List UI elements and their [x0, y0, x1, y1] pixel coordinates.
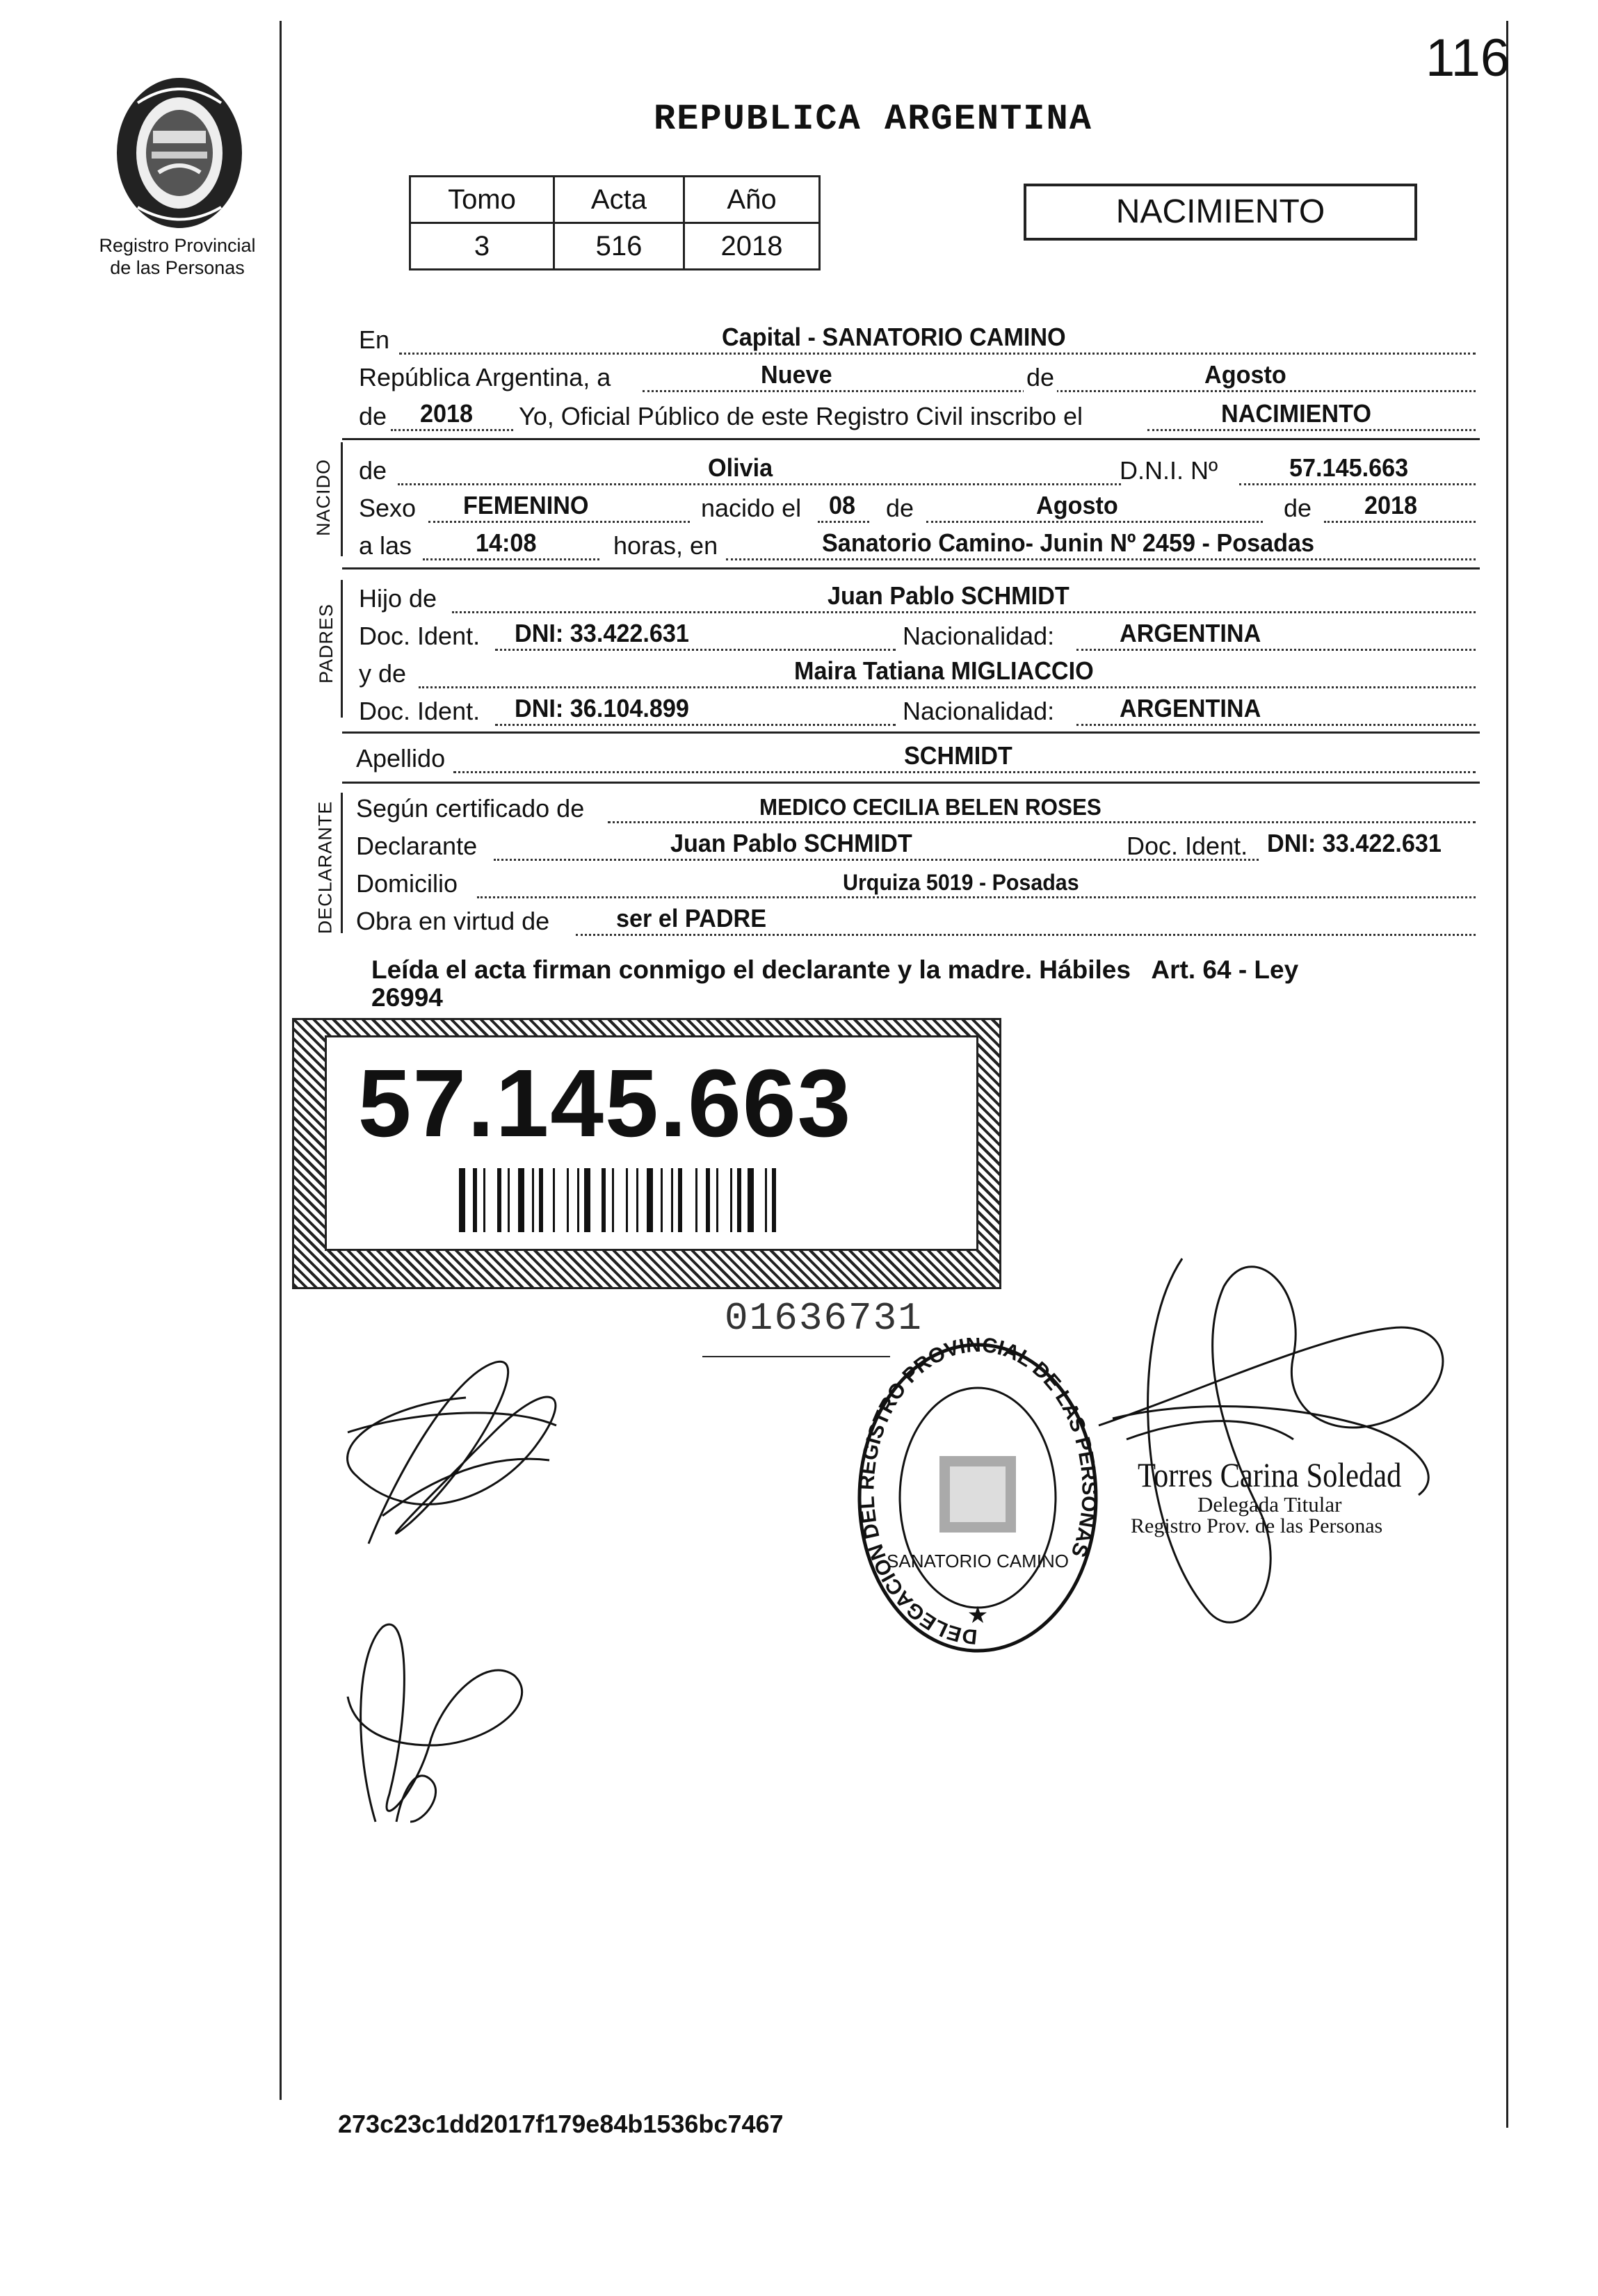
label-domicilio: Domicilio	[356, 869, 458, 898]
label-nacido-el: nacido el	[701, 494, 802, 522]
barcode-bar	[678, 1168, 682, 1232]
barcode-bar	[532, 1168, 534, 1232]
row-obra	[356, 901, 1476, 940]
value-nac-mes: Agosto	[1036, 491, 1118, 519]
barcode-bar	[748, 1168, 754, 1232]
value-domicilio: Urquiza 5019 - Posadas	[843, 870, 1079, 895]
barcode-bar	[497, 1168, 501, 1232]
side-label-nacido: NACIDO	[313, 458, 334, 537]
row-nombre	[356, 451, 1476, 490]
label-yo: Yo, Oficial Público de este Registro Civil inscribo el	[519, 402, 1083, 430]
row-lugar	[356, 320, 1476, 359]
declarante-bracket	[341, 793, 343, 933]
label-apellido: Apellido	[356, 744, 446, 773]
logo-caption-2: de las Personas	[110, 257, 245, 278]
value-inscribo: NACIMIENTO	[1221, 399, 1371, 428]
padres-bracket	[341, 580, 343, 718]
officer-signature	[1085, 1245, 1474, 1634]
mother-signature	[327, 1613, 535, 1836]
value-dni: 57.145.663	[1289, 453, 1409, 482]
value-nac-dia: 08	[829, 491, 856, 519]
value-doc2: DNI: 36.104.899	[515, 694, 689, 722]
barcode-bar	[508, 1168, 510, 1232]
row-doc-madre	[356, 691, 1476, 730]
side-label-declarante: DECLARANTE	[314, 800, 336, 935]
row-sexo	[356, 488, 1476, 527]
label-dni: D.N.I. Nº	[1120, 456, 1218, 485]
barcode-bar	[730, 1168, 732, 1232]
value-nombre: Olivia	[708, 453, 773, 482]
label-de: de	[1024, 363, 1057, 392]
value-hora: 14:08	[476, 528, 537, 557]
label-en: En	[359, 325, 390, 354]
barcode-bar	[716, 1168, 718, 1232]
officer-role: Delegada Titular	[1197, 1492, 1342, 1517]
value-tomo: 3	[410, 223, 554, 270]
barcode-bar	[765, 1168, 767, 1232]
label-sexo: Sexo	[359, 494, 417, 522]
value-lugar-nacimiento: Sanatorio Camino- Junin Nº 2459 - Posadas	[822, 528, 1315, 557]
barcode-bar	[473, 1168, 477, 1232]
right-margin-line	[1506, 21, 1508, 2128]
declarant-signature	[327, 1349, 591, 1558]
divider-1	[342, 438, 1480, 440]
label-obra: Obra en virtud de	[356, 907, 550, 935]
barcode-bar	[772, 1168, 776, 1232]
value-en: Capital - SANATORIO CAMINO	[722, 323, 1066, 351]
value-mes: Agosto	[1204, 360, 1286, 389]
barcode-bar	[671, 1168, 673, 1232]
value-dia: Nueve	[761, 360, 832, 389]
label-nac1: Nacionalidad:	[903, 622, 1055, 650]
label-declarante: Declarante	[356, 832, 478, 860]
value-padre: Juan Pablo SCHMIDT	[828, 581, 1070, 610]
label-alas: a las	[359, 531, 412, 560]
value-madre: Maira Tatiana MIGLIACCIO	[794, 656, 1094, 685]
row-declarante	[356, 826, 1476, 865]
value-declarante: Juan Pablo SCHMIDT	[670, 829, 912, 857]
value-nac-anio: 2018	[1364, 491, 1418, 519]
barcode-bar	[661, 1168, 663, 1232]
closing-text-2: 26994	[371, 983, 443, 1012]
stamp-ring-text: DELEGACION DEL REGISTRO PROVINCIAL DE LAS PERSONAS	[855, 1338, 1101, 1649]
label-nombre: de	[359, 456, 387, 485]
dni-sticker-label	[325, 1035, 978, 1251]
header-tomo: Tomo	[410, 177, 554, 223]
label-doc2: Doc. Ident.	[359, 697, 481, 725]
nacido-bracket	[341, 442, 343, 556]
barcode-bar	[584, 1168, 590, 1232]
sticker-number: 57.145.663	[357, 1050, 853, 1157]
label-de2: de	[359, 402, 387, 430]
svg-text:★: ★	[967, 1602, 989, 1628]
barcode-bar	[612, 1168, 614, 1232]
page-number: 116	[1426, 29, 1510, 88]
officer-name: Torres Carina Soledad	[1138, 1455, 1402, 1494]
barcode-bar	[553, 1168, 555, 1232]
value-anio: 2018	[420, 399, 474, 428]
value-nac1: ARGENTINA	[1120, 619, 1261, 647]
dni-sticker	[292, 1018, 1001, 1289]
barcode-bar	[577, 1168, 579, 1232]
row-inscripcion	[356, 396, 1476, 435]
label-nac2: Nacionalidad:	[903, 697, 1055, 725]
row-hora	[356, 526, 1476, 565]
header-anio: Año	[684, 177, 819, 223]
value-decl-doc: DNI: 33.422.631	[1267, 829, 1442, 857]
side-label-padres: PADRES	[316, 603, 337, 684]
barcode-bar	[737, 1168, 741, 1232]
barcode	[459, 1168, 848, 1232]
label-decl-doc: Doc. Ident.	[1127, 832, 1248, 860]
official-stamp	[853, 1338, 1103, 1658]
row-madre	[356, 654, 1476, 693]
barcode-bar	[626, 1168, 628, 1232]
divider-3	[342, 731, 1480, 734]
label-hijo-de: Hijo de	[359, 584, 437, 613]
row-padre	[356, 579, 1476, 617]
value-nac2: ARGENTINA	[1120, 694, 1261, 722]
officer-org: Registro Prov. de las Personas	[1131, 1514, 1383, 1537]
record-type-box: NACIMIENTO	[1024, 184, 1417, 241]
barcode-bar	[567, 1168, 569, 1232]
stamp-inner-text: SANATORIO CAMINO	[887, 1551, 1069, 1571]
barcode-bar	[706, 1168, 710, 1232]
divider-2	[342, 567, 1480, 569]
document-title: REPUBLICA ARGENTINA	[654, 99, 1092, 140]
document-hash: 273c23c1dd2017f179e84b1536bc7467	[338, 2110, 784, 2138]
row-apellido	[356, 738, 1476, 777]
label-doc1: Doc. Ident.	[359, 622, 481, 650]
barcode-bar	[636, 1168, 638, 1232]
row-certificado	[356, 789, 1476, 827]
label-y-de: y de	[359, 659, 407, 688]
barcode-bar	[695, 1168, 697, 1232]
label-republica: República Argentina, a	[359, 363, 611, 391]
label-nac-de2: de	[1284, 494, 1312, 522]
barcode-bar	[459, 1168, 465, 1232]
row-domicilio	[356, 864, 1476, 903]
barcode-bar	[483, 1168, 485, 1232]
logo-caption-1: Registro Provincial	[99, 235, 256, 256]
barcode-bar	[539, 1168, 543, 1232]
value-apellido: SCHMIDT	[904, 741, 1012, 770]
province-logo	[110, 75, 249, 235]
value-sexo: FEMENINO	[463, 491, 589, 519]
closing-text-1: Leída el acta firman conmigo el declarante y la madre. Hábiles Art. 64 - Ley	[371, 955, 1299, 984]
label-certificado: Según certificado de	[356, 794, 585, 823]
barcode-bar	[647, 1168, 653, 1232]
barcode-bar	[518, 1168, 524, 1232]
left-margin-line	[280, 21, 282, 2100]
row-fecha	[356, 357, 1476, 396]
value-doc1: DNI: 33.422.631	[515, 619, 689, 647]
value-acta: 516	[554, 223, 684, 270]
label-horas-en: horas, en	[613, 531, 718, 560]
row-doc-padre	[356, 616, 1476, 655]
value-anio: 2018	[684, 223, 819, 270]
barcode-bar	[602, 1168, 606, 1232]
serial-number: 01636731	[725, 1296, 923, 1341]
value-obra: ser el PADRE	[616, 904, 767, 932]
header-acta: Acta	[554, 177, 684, 223]
value-certificado: MEDICO CECILIA BELEN ROSES	[759, 794, 1101, 820]
label-nac-de: de	[886, 494, 914, 522]
record-table	[409, 175, 821, 270]
divider-4	[342, 782, 1480, 784]
